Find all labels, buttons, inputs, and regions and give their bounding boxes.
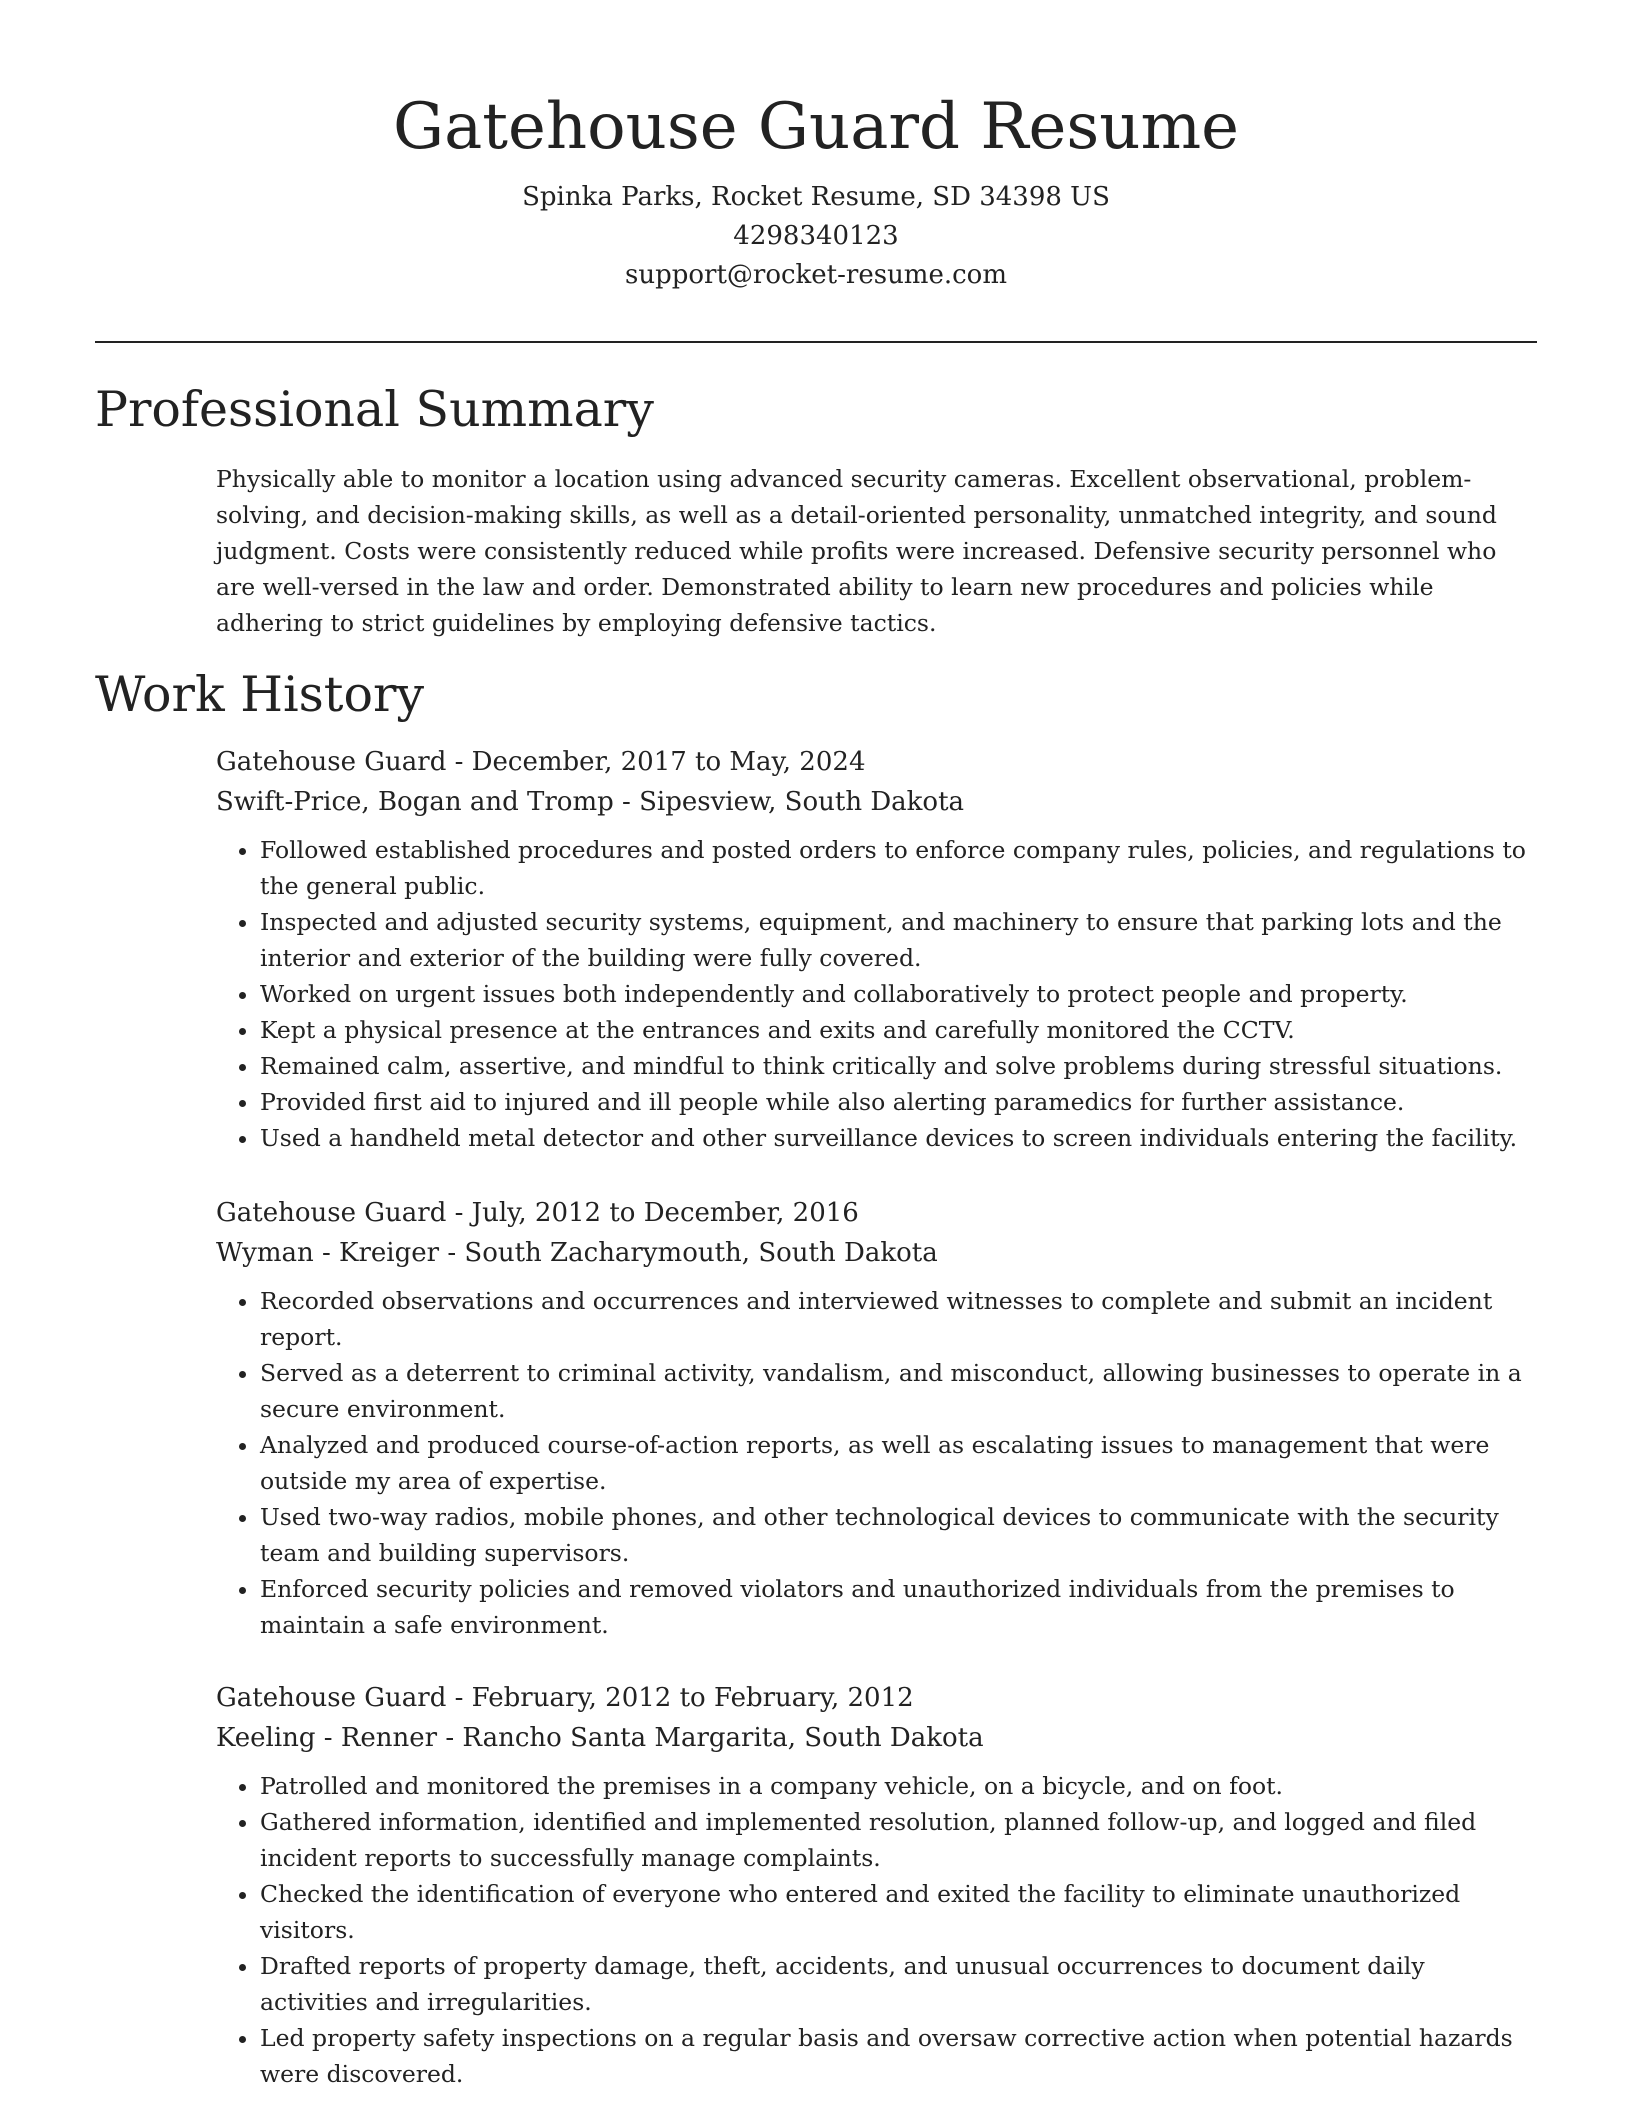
job-company: Keeling - Renner [216, 1723, 438, 1753]
bullet-item: • Enforced security policies and removed violators and unauthorized individuals from the premises to maintain a safe environment. [260, 1571, 1538, 1643]
bullet-item: • Served as a deterrent to criminal activity, vandalism, and misconduct, allowing businesses to operate in a secure environment. [260, 1355, 1538, 1427]
bullet-item: • Recorded observations and occurrences and interviewed witnesses to complete and submit an incident report. [260, 1283, 1538, 1355]
job-title-line [216, 1193, 1538, 1233]
resume-title: Gatehouse Guard Resume [393, 90, 1239, 164]
summary-text: Physically able to monitor a location using advanced security cameras. Excellent observational, problem-solving, and decision-making skills, as well as a detail-oriented personality, unmatched integrity, and sound judgment. Costs were consistently reduced while profits were increased. Defensive security personnel who are well-versed in the law and order. Demonstrated ability to learn new procedures and policies while adhering to strict guidelines by employing defensive tactics. [216, 465, 1497, 637]
job-entry [216, 1193, 1538, 1643]
bullet-item: • Remained calm, assertive, and mindful to think critically and solve problems during stressful situations. [260, 1048, 1538, 1084]
job-company-line [216, 1233, 1538, 1273]
job-role: Gatehouse Guard [216, 1683, 447, 1713]
phone: 4298340123 [733, 221, 899, 251]
job-location: - South Zacharymouth, South Dakota [439, 1238, 938, 1268]
job-dates: - December, 2017 to May, 2024 [446, 747, 866, 777]
job-bullets [216, 1283, 1538, 1643]
job-title-line [216, 1678, 1538, 1718]
section-title-work-history: Work History [95, 666, 425, 723]
job-title-line [216, 742, 1538, 782]
bullet-item: • Led property safety inspections on a regular basis and oversaw corrective action when potential hazards were discovered. [260, 2020, 1538, 2092]
job-location: - Sipesview, South Dakota [613, 787, 965, 817]
bullet-item: • Provided first aid to injured and ill people while also alerting paramedics for further assistance. [260, 1084, 1538, 1120]
job-company-line [216, 1718, 1538, 1758]
section-title-summary: Professional Summary [95, 381, 654, 438]
job-dates: - February, 2012 to February, 2012 [446, 1683, 914, 1713]
job-company-line [216, 782, 1538, 822]
bullet-item: • Drafted reports of property damage, theft, accidents, and unusual occurrences to document daily activities and irregularities. [260, 1948, 1538, 2020]
job-entry [216, 1678, 1538, 2092]
job-entry [216, 742, 1538, 1156]
bullet-item: • Used a handheld metal detector and other surveillance devices to screen individuals entering the facility. [260, 1120, 1538, 1156]
email: support@rocket-resume.com [624, 260, 1007, 290]
bullet-item: • Inspected and adjusted security systems, equipment, and machinery to ensure that parking lots and the interior and exterior of the building were fully covered. [260, 904, 1538, 976]
job-bullets [216, 832, 1538, 1156]
bullet-item: • Followed established procedures and posted orders to enforce company rules, policies, and regulations to the general public. [260, 832, 1538, 904]
bullet-item: • Kept a physical presence at the entrances and exits and carefully monitored the CCTV. [260, 1012, 1538, 1048]
bullet-item: • Worked on urgent issues both independently and collaboratively to protect people and property. [260, 976, 1538, 1012]
bullet-item: • Gathered information, identified and implemented resolution, planned follow-up, and logged and filed incident reports to successfully manage complaints. [260, 1804, 1538, 1876]
resume-header [0, 0, 1632, 295]
job-role: Gatehouse Guard [216, 747, 447, 777]
bullet-item: • Used two-way radios, mobile phones, and other technological devices to communicate with the security team and building supervisors. [260, 1499, 1538, 1571]
address: Spinka Parks, Rocket Resume, SD 34398 US [522, 182, 1110, 212]
job-dates: - July, 2012 to December, 2016 [446, 1198, 859, 1228]
job-company: Wyman - Kreiger [216, 1238, 440, 1268]
header-divider [95, 341, 1537, 343]
job-bullets [216, 1768, 1538, 2092]
job-company: Swift-Price, Bogan and Tromp [216, 787, 614, 817]
bullet-item: • Checked the identification of everyone who entered and exited the facility to eliminate unauthorized visitors. [260, 1876, 1538, 1948]
bullet-item: • Analyzed and produced course-of-action reports, as well as escalating issues to management that were outside my area of expertise. [260, 1427, 1538, 1499]
job-role: Gatehouse Guard [216, 1198, 447, 1228]
bullet-item: • Patrolled and monitored the premises in a company vehicle, on a bicycle, and on foot. [260, 1768, 1538, 1804]
job-location: - Rancho Santa Margarita, South Dakota [437, 1723, 984, 1753]
contact-block [0, 178, 1632, 295]
